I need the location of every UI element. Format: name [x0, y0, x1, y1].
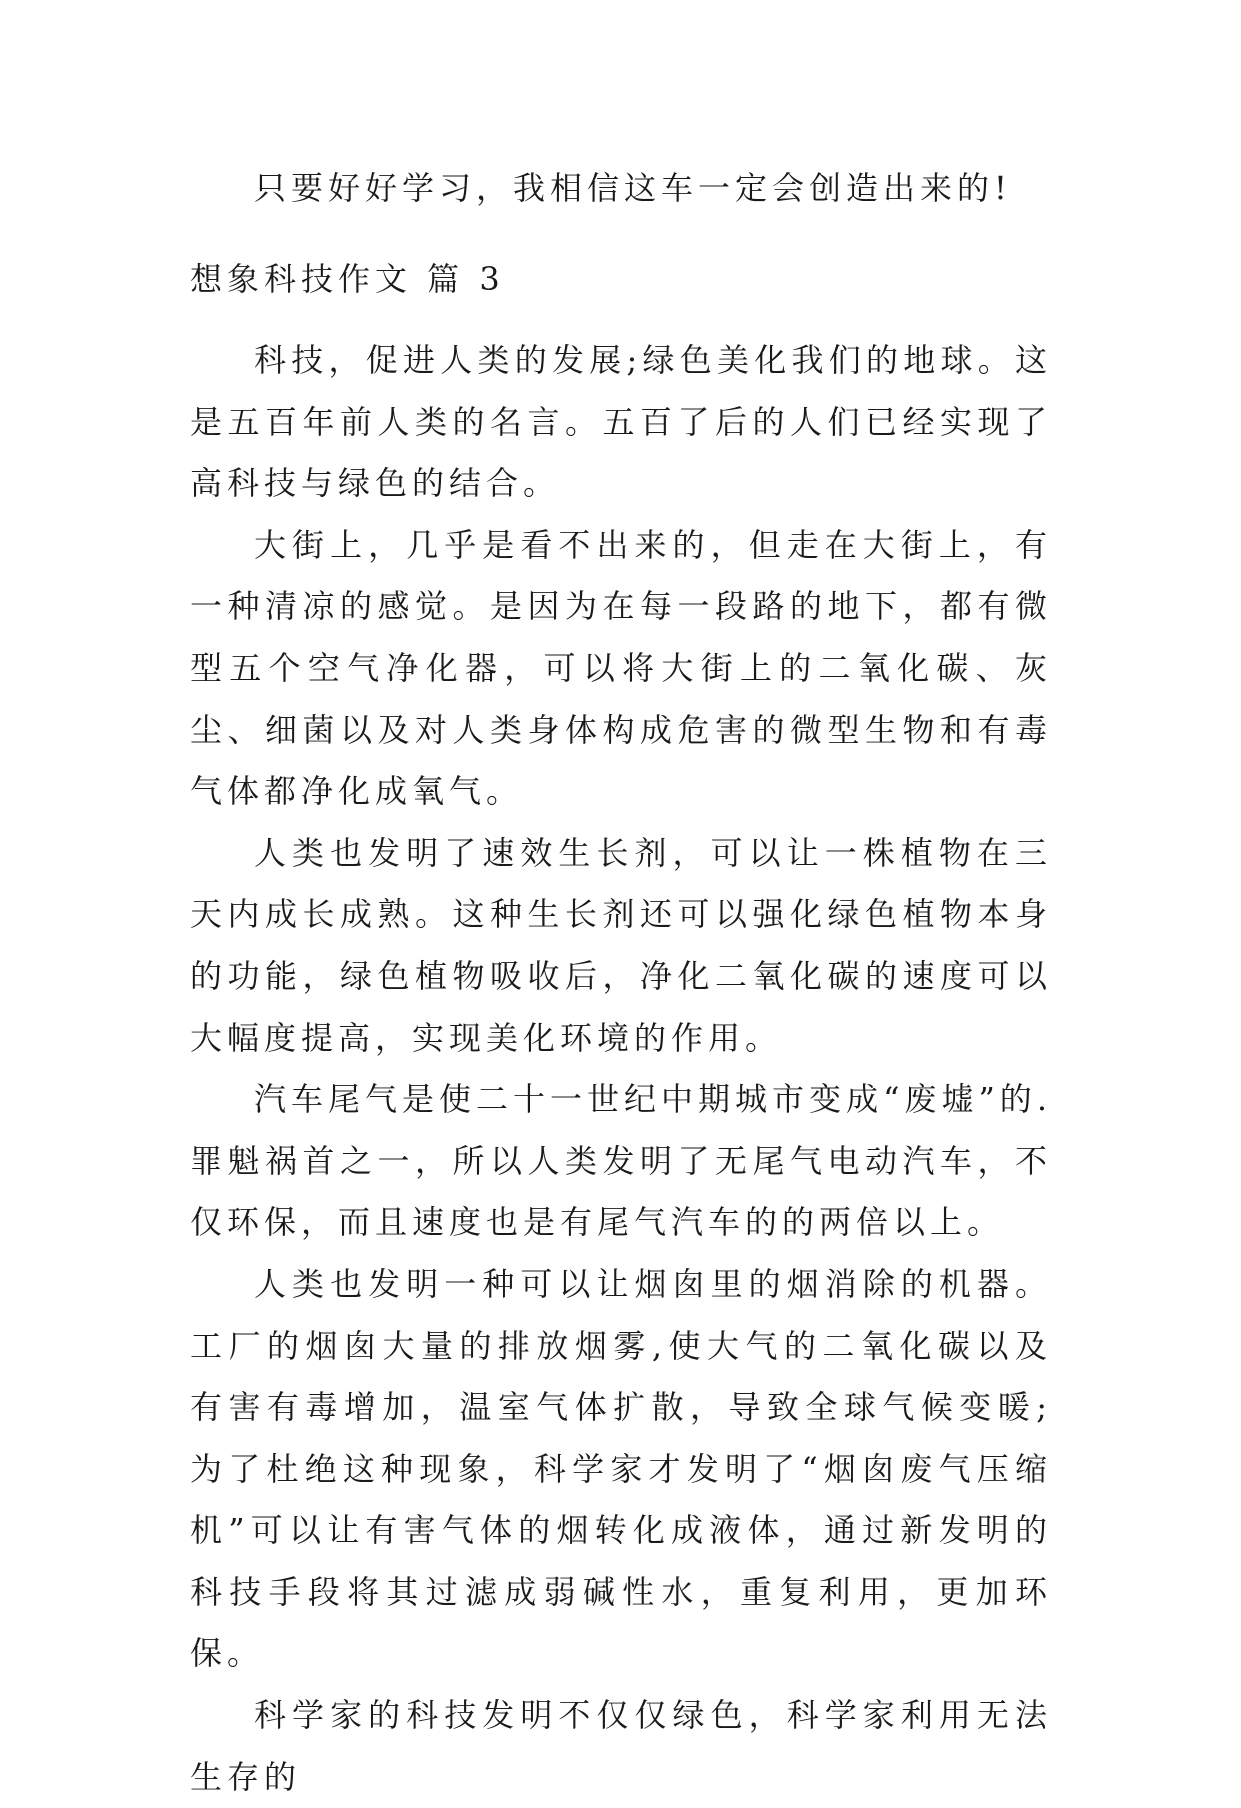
essay-body — [190, 330, 1052, 1808]
intro-paragraph: 只要好好学习，我相信这车一定会创造出来的! — [254, 169, 1012, 207]
paragraph-2: 大街上，几乎是看不出来的，但走在大街上，有一种清凉的感觉。是因为在每一段路的地下，都有微型五个空气净化器，可以将大街上的二氧化碳、灰尘、细菌以及对人类身体构成危害的微型生物和有毒气体都净化成氧气。 — [190, 525, 1052, 811]
paragraph-5: 人类也发明一种可以让烟囱里的烟消除的机器。工厂的烟囱大量的排放烟雾,使大气的二氧化碳以及有害有毒增加，温室气体扩散，导致全球气候变暖;为了杜绝这种现象，科学家才发明了“烟囱废气压缩机”可以让有害气体的烟转化成液体，通过新发明的科技手段将其过滤成弱碱性水，重复利用，更加环保。 — [190, 1264, 1052, 1673]
paragraph-1: 科技，促进人类的发展;绿色美化我们的地球。这是五百年前人类的名言。五百了后的人们已经实现了高科技与绿色的结合。 — [190, 341, 1052, 503]
paragraph-6: 科学家的科技发明不仅仅绿色，科学家利用无法生存的 — [190, 1696, 1052, 1796]
paragraph-3: 人类也发明了速效生长剂，可以让一株植物在三天内成长成熟。这种生长剂还可以强化绿色植物本身的功能，绿色植物吸收后，净化二氧化碳的速度可以大幅度提高，实现美化环境的作用。 — [190, 833, 1052, 1057]
paragraph-4: 汽车尾气是使二十一世纪中期城市变成“废墟”的.罪魁祸首之一，所以人类发明了无尾气电动汽车，不仅环保，而且速度也是有尾气汽车的的两倍以上。 — [190, 1080, 1052, 1242]
essay-heading: 想象科技作文 篇 3 — [190, 260, 505, 298]
